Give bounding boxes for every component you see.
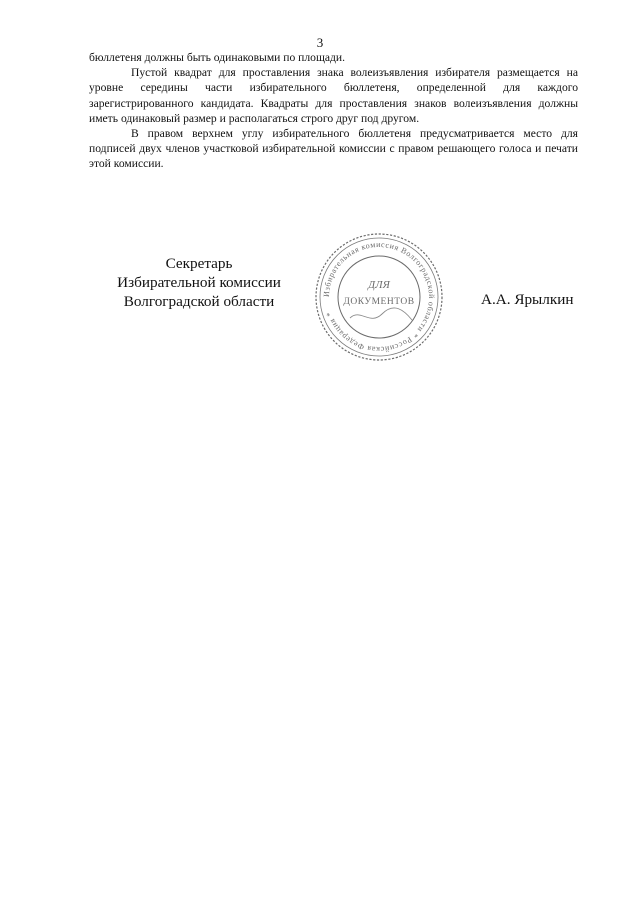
- signatory-title-line: Секретарь: [165, 255, 233, 272]
- seal-center-line: ДЛЯ: [368, 279, 390, 291]
- seal-ring-text: Избирательная комиссия Волгоградской области * Российская Федерация *: [321, 239, 437, 355]
- paragraph-empty-square: Пустой квадрат для проставления знака волеизъявления избирателя размещается на уровне середины части избирательного бюллетеня, определенной для каждого зарегистрированного кандидата. Квадраты для проставления знаков волеизъявления должны иметь одинаковый размер и располагаться строго друг под другом.: [89, 66, 578, 125]
- official-seal: [312, 230, 446, 364]
- signature-scribble: [350, 308, 412, 320]
- page-number: 3: [316, 35, 324, 50]
- signatory-title: [94, 254, 304, 311]
- seal-center-line: ДОКУМЕНТОВ: [343, 297, 415, 307]
- paragraph-continuation: бюллетеня должны быть одинаковыми по площади.: [89, 51, 346, 64]
- body-text: [89, 50, 578, 172]
- signatory-title-line: Избирательной комиссии: [117, 274, 281, 291]
- paragraph-signatures-place: В правом верхнем углу избирательного бюллетеня предусматривается место для подписей двух членов участковой избирательной комиссии с правом решающего голоса и печати этой комиссии.: [89, 127, 578, 171]
- signatory-name: А.А. Ярылкин: [481, 291, 574, 308]
- signatory-title-line: Волгоградской области: [123, 293, 275, 310]
